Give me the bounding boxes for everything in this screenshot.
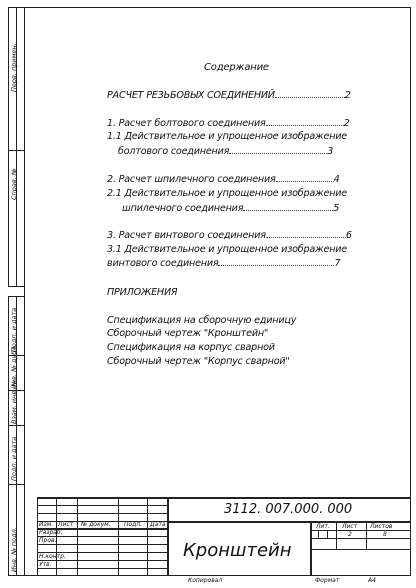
toc-entry: 2.1 Действительное и упрощенное изображение [107,188,348,199]
strip-label-inv-dubl: Инв. № дубл. [10,344,18,389]
strip-label-podp-data-1: Подп. и дата [10,307,18,352]
footer-format-value: А4 [368,577,376,584]
role-n-kontr: Н.контр. [39,553,66,560]
designation: 3112. 007.000. 000 [224,502,353,517]
appendix-item: Сборочный чертеж "Кронштейн" [107,328,269,339]
strip-label-sprav-no: Справ. № [10,168,18,200]
toc-title: Содержание [204,62,269,73]
header-list: Лист [58,521,74,528]
footer-format-label: Формат [315,577,340,584]
appendix-item: Спецификация на сборочную единицу [107,315,297,326]
part-name: Кронштейн [183,540,292,561]
toc-entry: шпилечного соединения 5 [122,203,340,214]
toc-entry: 1. Расчет болтового соединения 2 [107,118,350,129]
strip-divider-3 [8,425,24,426]
toc-entry: винтового соединения 7 [107,258,341,269]
role-razrab: Разраб. [39,529,63,536]
sheet-header: Лист [342,523,358,530]
strip-label-perv-primen: Перв. примен. [10,43,18,92]
header-izm: Изм. [39,521,54,528]
sheets-count: 8 [383,531,387,538]
appendix-item: Сборочный чертеж "Корпус сварной" [107,356,290,367]
sheets-header: Листов [370,523,393,530]
toc-entry: 2. Расчет шпилечного соединения 4 [107,174,340,185]
toc-entry: 3. Расчет винтового соединения 6 [107,230,352,241]
header-podp: Подп. [124,521,143,528]
toc-entry: болтового соединения 3 [118,146,334,157]
toc-entry: 3.1 Действительное и упрощенное изображение [107,244,348,255]
toc-entry: РАСЧЕТ РЕЗЬБОВЫХ СОЕДИНЕНИЙ 2 [107,90,351,101]
strip-bottom-border [8,575,24,576]
header-data: Дата [150,521,166,528]
strip-label-inv-podl: Инв. № подл. [10,527,18,572]
strip-top-left-border [8,7,9,287]
sheet-number: 2 [348,531,352,538]
strip-label-podp-data-2: Подп. и дата [10,436,18,481]
strip-label-vzam-inv: Взам. инв. № [10,379,18,424]
toc-entry: 1.1 Действительное и упрощенное изображение [107,131,348,142]
strip-bottom-top-border [8,296,24,297]
lit-header: Лит. [316,523,330,530]
footer-copied: Копировал [188,577,223,584]
role-utv: Утв. [39,561,52,568]
role-prov: Пров. [39,537,57,544]
header-no-dokum: № докум. [81,521,111,528]
strip-bottom-left-border [8,296,9,576]
appendix-title: ПРИЛОЖЕНИЯ [107,287,178,298]
strip-divider-4 [8,484,24,485]
appendix-item: Спецификация на корпус сварной [107,342,275,353]
